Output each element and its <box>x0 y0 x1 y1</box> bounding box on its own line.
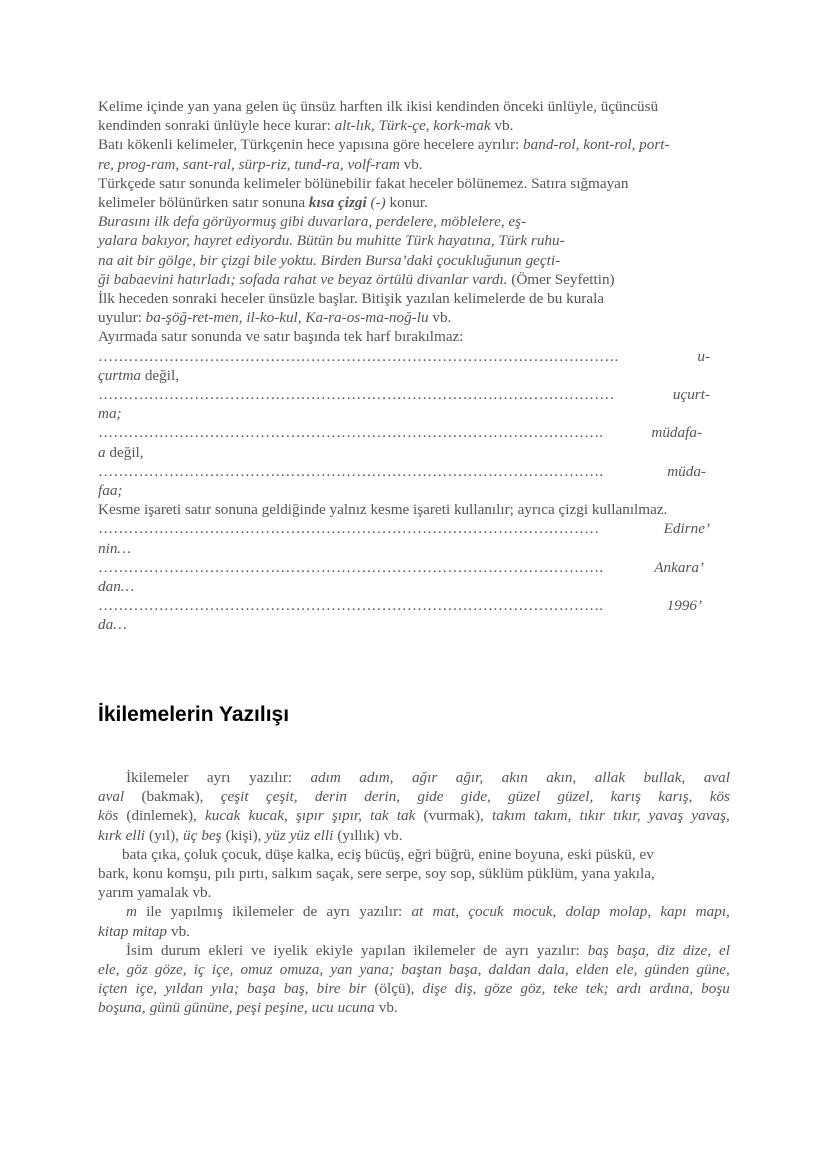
dotted-leader: ………………………………………………………………………………………. <box>98 597 603 615</box>
hyphenation-rules-section <box>98 97 730 635</box>
example-text: dan… <box>98 578 135 596</box>
word: ve <box>251 941 266 959</box>
example-word: omuza, <box>279 961 324 979</box>
example-text: müdafa- <box>651 424 702 442</box>
example-word: göze, <box>154 961 187 979</box>
text: vb. <box>428 309 452 327</box>
text: Kesme işareti satır sonuna geldiğinde yalnız kesme işareti kullanılır; ayrıca çizgi kullanılmaz. <box>98 501 668 519</box>
text-line <box>98 539 730 558</box>
text-line <box>98 768 730 787</box>
text: Batı kökenli kelimeler, Türkçenin hece yapısına göre hecelere ayrılır: <box>98 136 524 154</box>
quote-text: ği babaevini hatırladı; sofada rahat ve beyaz örtülü divanlar vardı. <box>98 270 508 288</box>
example-word: daldan <box>488 961 531 979</box>
word: (kişi), <box>225 826 262 844</box>
word: (bakmak), <box>141 788 204 806</box>
word: iyelik <box>273 941 308 959</box>
example-word: derin <box>314 788 347 806</box>
example-word: tak <box>396 807 416 825</box>
example-word: tek; <box>585 980 609 998</box>
word: ayrı <box>206 769 231 786</box>
example-word: tıkır <box>579 807 605 825</box>
example-text: alt-lık, Türk-çe, kork-mak <box>334 117 491 135</box>
word: ikilemeler <box>232 903 294 921</box>
example-text: uçurt- <box>672 386 710 404</box>
example-word: teke <box>553 980 578 998</box>
example-word: karış <box>610 788 641 806</box>
example-text: faa; <box>98 482 123 500</box>
example-word: m <box>126 903 137 921</box>
word: ayrı <box>505 941 529 959</box>
dotted-leader: ……………………………………………………………………………………… <box>98 520 600 538</box>
word: ayrı <box>326 903 351 921</box>
text: vb. <box>490 117 514 135</box>
example-text: (-) <box>366 194 386 212</box>
example-word: adım <box>310 769 341 786</box>
example-word: diş, <box>454 980 477 998</box>
example-word: takım, <box>533 807 572 825</box>
example-word: tıkır, <box>613 807 641 825</box>
text-line: bata çıka, çoluk çocuk, düşe kalka, eciş bücüş, eğri büğrü, enine boyuna, eski püskü, ev <box>122 845 654 863</box>
text: değil, <box>141 366 179 384</box>
example-word: gide <box>417 788 444 806</box>
example-word: çeşit, <box>265 788 298 806</box>
example-word: ağır <box>411 769 438 786</box>
text-line: bark, konu komşu, pılı pırtı, salkım saçak, sere serpe, soy sop, süklüm püklüm, yana yakıla, <box>98 865 655 883</box>
example-word: başa, <box>448 961 482 979</box>
text-line <box>98 979 730 998</box>
example-word: ardına, <box>649 980 694 998</box>
example-word: ele, <box>615 961 638 979</box>
example-word: göz <box>126 961 148 979</box>
paragraph <box>98 902 730 940</box>
text-line: yarım yamalak vb. <box>98 884 212 902</box>
example-word: mocuk, <box>512 903 557 921</box>
example-word: allak <box>594 769 626 786</box>
example-word: güne, <box>696 961 730 979</box>
example-word: yüz <box>265 826 286 844</box>
word: durum <box>160 941 201 959</box>
paragraph <box>98 845 730 903</box>
quote-line <box>98 231 730 250</box>
example-word: mat, <box>432 903 460 921</box>
word: vb. <box>170 922 190 940</box>
text-line <box>98 615 730 634</box>
text: kelimeler bölünürken satır sonuna <box>98 194 309 212</box>
dotted-leader: ………………………………………………………………………………………. <box>98 558 603 576</box>
word: (yıllık) <box>337 826 380 844</box>
emphasis-text: kısa çizgi <box>308 194 367 212</box>
example-word: tak <box>370 807 389 825</box>
example-text: Edirne’ <box>663 520 710 538</box>
example-word: omuz <box>240 961 273 979</box>
example-word: kös <box>709 788 730 806</box>
example-word: içe, <box>211 961 234 979</box>
word: (ölçü), <box>374 980 415 998</box>
text: Ayırmada satır sonunda ve satır başında tek harf bırakılmaz: <box>98 328 464 346</box>
example-word: diz <box>657 941 675 959</box>
example-text: ba-şöğ-ret-men, il-ko-kul, Ka-ra-os-ma-noğ-lu <box>145 309 429 327</box>
example-word: dala, <box>537 961 569 979</box>
example-text: 1996’ <box>666 597 702 615</box>
example-text: müda- <box>667 462 706 480</box>
section-heading: İkilemelerin Yazılışı <box>98 703 290 726</box>
dotted-example-line <box>98 519 710 538</box>
example-word: içten <box>98 980 128 998</box>
word: ekleri <box>208 941 244 959</box>
text-line <box>98 787 730 806</box>
example-word: boşuna, <box>98 999 146 1017</box>
text-line <box>98 155 730 174</box>
example-word: bir <box>348 980 367 998</box>
word: (vurmak), <box>423 807 484 825</box>
example-word: günden <box>644 961 690 979</box>
example-word: mapı, <box>695 903 730 921</box>
example-word: dişe <box>422 980 447 998</box>
text-line <box>98 500 730 519</box>
example-word: karış, <box>658 788 693 806</box>
text-line <box>98 97 730 116</box>
word: ekiyle <box>315 941 353 959</box>
word: yazılır: <box>359 903 403 921</box>
example-word: çocuk <box>468 903 504 921</box>
example-word: aval <box>98 788 125 806</box>
text-line <box>98 366 730 385</box>
text-line <box>98 289 730 308</box>
word: vb. <box>383 826 403 844</box>
paragraph <box>98 941 730 1018</box>
example-word: kucak <box>205 807 241 825</box>
text-line <box>98 941 730 960</box>
example-word: yıla; <box>211 980 239 998</box>
example-word: gününe, <box>184 999 233 1017</box>
text-line <box>98 404 730 423</box>
example-word: yavaş, <box>691 807 730 825</box>
example-word: kırk <box>98 826 122 844</box>
example-text: band-rol, kont-rol, port- <box>523 136 670 154</box>
dotted-example-line <box>98 462 706 481</box>
example-word: takım <box>492 807 526 825</box>
text: Türkçede satır sonunda kelimeler bölünebilir fakat heceler bölünemez. Satıra sığmayan <box>98 174 629 192</box>
word: yazılır: <box>248 769 292 786</box>
word: yazılır: <box>536 941 580 959</box>
quote-author: (Ömer Seyfettin) <box>507 270 615 288</box>
dotted-example-line <box>98 423 702 442</box>
example-word: akın <box>501 769 528 786</box>
reduplication-section <box>98 768 730 1018</box>
word: de <box>482 941 498 959</box>
example-text: u- <box>697 347 710 365</box>
dotted-leader: ………………………………………………………………………………………. <box>98 424 603 442</box>
example-word: baştan <box>401 961 442 979</box>
example-word: peşine, <box>265 999 308 1017</box>
example-word: bire <box>316 980 341 998</box>
text-line <box>98 806 730 825</box>
text: değil, <box>105 443 144 461</box>
example-word: güzel <box>508 788 541 806</box>
example-word: iç <box>193 961 205 979</box>
example-word: ele, <box>98 961 120 979</box>
text-line <box>98 308 730 327</box>
example-word: boşu <box>701 980 730 998</box>
example-word: elden <box>575 961 609 979</box>
quote-line <box>98 270 730 289</box>
quote-line <box>98 212 730 231</box>
example-text: da… <box>98 616 127 634</box>
word: ile <box>146 903 162 921</box>
word: vb. <box>378 999 398 1017</box>
example-word: kös <box>98 807 119 825</box>
text-line <box>98 327 730 346</box>
example-word: yavaş <box>648 807 684 825</box>
text-line <box>98 902 730 921</box>
example-word: beş <box>201 826 222 844</box>
example-word: dolap <box>565 903 601 921</box>
example-word: elli <box>125 826 146 844</box>
example-word: elli <box>313 826 334 844</box>
example-word: yana; <box>359 961 395 979</box>
example-word: bullak, <box>643 769 686 786</box>
word: İsim <box>126 941 154 959</box>
example-word: peşi <box>236 999 262 1017</box>
example-word: çeşit <box>220 788 249 806</box>
example-text: ma; <box>98 405 122 423</box>
example-word: el <box>719 941 730 959</box>
example-word: güzel, <box>557 788 594 806</box>
quote-text: yalara bakıyor, hayret ediyordu. Bütün bu muhitte Türk hayatına, Türk ruhu- <box>98 232 565 250</box>
dotted-example-line <box>98 385 710 404</box>
example-text: çurtma <box>98 366 142 384</box>
example-word: başa <box>246 980 276 998</box>
text: uyulur: <box>98 309 146 327</box>
example-word: kitap <box>98 922 129 940</box>
example-word: akın, <box>546 769 577 786</box>
text-line <box>98 481 730 500</box>
example-word: dize, <box>682 941 712 959</box>
example-word: göze <box>484 980 513 998</box>
example-text: re, prog-ram, sant-ral, sürp-riz, tund-ra, volf-ram <box>98 155 400 173</box>
quote-text: Burasını ilk defa görüyormuş gibi duvarlara, perdelere, möblelere, eş- <box>98 213 527 231</box>
quote-text: na ait bir gölge, bir çizgi bile yoktu. Birden Bursa’daki çocukluğunun geçti- <box>98 251 561 269</box>
text-line <box>98 116 730 135</box>
dotted-leader: …………………………………………………………………………………………. <box>98 347 619 365</box>
example-text: a <box>98 443 106 461</box>
word: İkilemeler <box>126 769 189 786</box>
example-text: nin… <box>98 539 131 557</box>
word: (yıl), <box>149 826 179 844</box>
example-word: şıpır, <box>331 807 362 825</box>
dotted-example-line <box>98 596 702 615</box>
example-word: göz, <box>520 980 546 998</box>
example-word: ardı <box>616 980 642 998</box>
word: yapılan <box>360 941 406 959</box>
text-line <box>98 922 730 941</box>
word: (dinlemek), <box>126 807 197 825</box>
word: yapılmış <box>170 903 223 921</box>
text: konur. <box>385 194 428 212</box>
dotted-leader: ………………………………………………………………………………………. <box>98 462 603 480</box>
example-word: aval <box>703 769 730 786</box>
example-word: ucu <box>311 999 334 1017</box>
text: Kelime içinde yan yana gelen üç ünsüz harften ilk ikisi kendinden önceki ünlüyle, üçüncüsü <box>98 98 659 115</box>
text-line <box>98 193 730 212</box>
example-word: gide, <box>460 788 491 806</box>
example-word: ağır, <box>455 769 484 786</box>
text-line <box>98 960 730 979</box>
text: İlk heceden sonraki heceler ünsüzle başlar. Bitişik yazılan kelimelerde de bu kurala <box>98 290 605 308</box>
example-word: şıpır <box>295 807 324 825</box>
text-line <box>98 577 730 596</box>
example-text: Ankara’ <box>654 558 704 576</box>
paragraph <box>98 768 730 845</box>
example-word: üç <box>182 826 198 844</box>
text-line <box>98 826 730 845</box>
text: kendinden sonraki ünlüyle hece kurar: <box>98 117 335 135</box>
quote-line <box>98 251 730 270</box>
example-word: baş <box>587 941 609 959</box>
dotted-leader: ………………………………………………………………………………………… <box>98 386 615 404</box>
example-word: molap, <box>609 903 652 921</box>
example-word: yan <box>330 961 353 979</box>
example-word: mitap <box>132 922 167 940</box>
word: de <box>302 903 318 921</box>
dotted-example-line <box>98 347 710 366</box>
example-word: baş, <box>283 980 309 998</box>
text-line <box>98 135 730 154</box>
example-word: ucuna <box>337 999 375 1017</box>
example-word: adım, <box>359 769 394 786</box>
example-word: içe, <box>135 980 158 998</box>
example-word: kucak, <box>248 807 288 825</box>
example-word: at <box>411 903 424 921</box>
dotted-example-line <box>98 558 704 577</box>
example-word: derin, <box>364 788 401 806</box>
example-word: başa, <box>616 941 650 959</box>
text: vb. <box>399 155 423 173</box>
example-word: günü <box>149 999 181 1017</box>
text-line <box>98 174 730 193</box>
word: ikilemeler <box>413 941 476 959</box>
example-word: yüz <box>289 826 310 844</box>
example-word: yıldan <box>165 980 204 998</box>
text-line <box>98 998 730 1017</box>
example-word: kapı <box>660 903 687 921</box>
text-line <box>98 443 730 462</box>
